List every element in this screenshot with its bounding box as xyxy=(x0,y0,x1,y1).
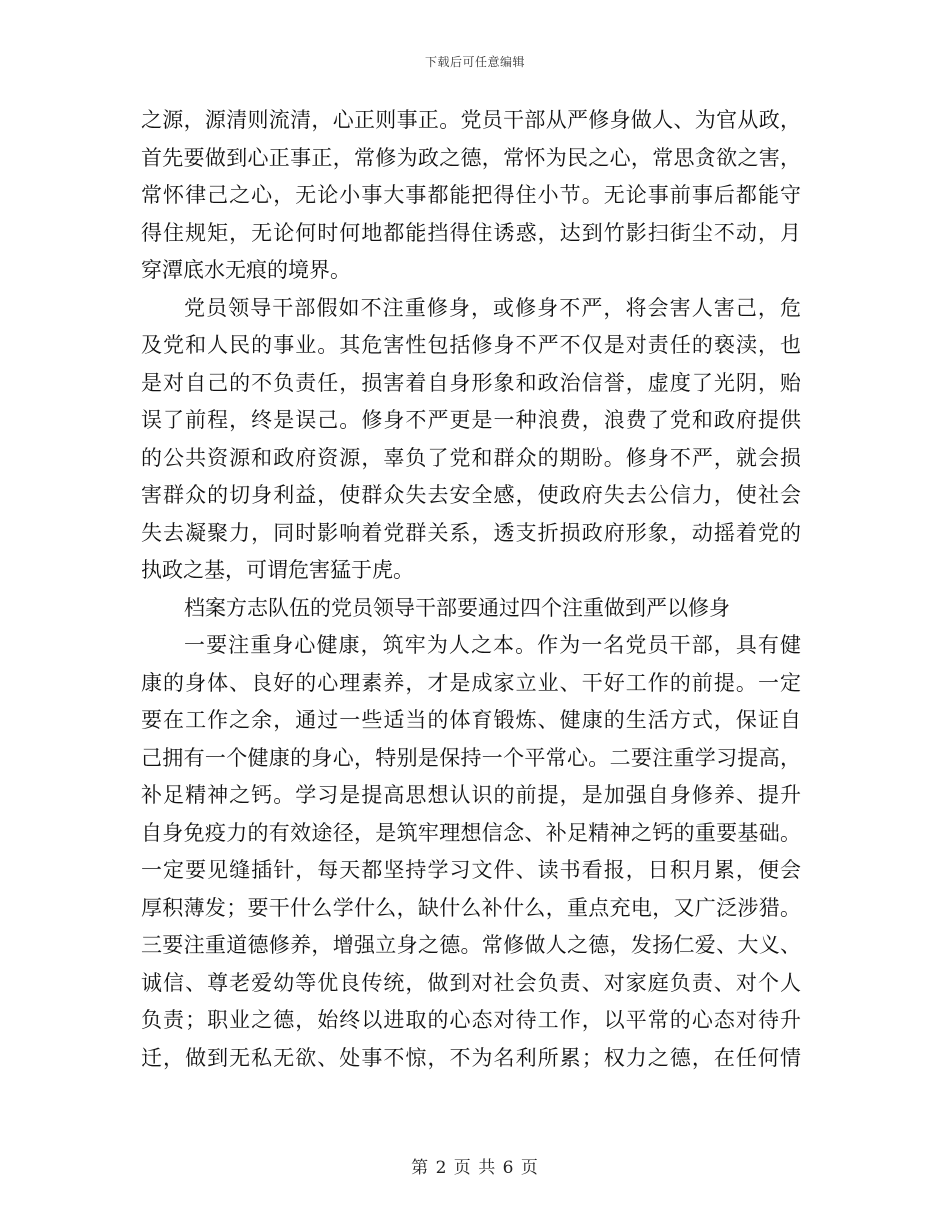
page-header: 下载后可任意编辑 xyxy=(424,55,525,69)
body-line: 穿潭底水无痕的境界。 xyxy=(141,258,351,282)
body-line: 的公共资源和政府资源，辜负了党和群众的期盼。修身不严，就会损 xyxy=(141,445,801,470)
body-line: 失去凝聚力，同时影响着党群关系，透支折损政府形象，动摇着党的 xyxy=(141,520,801,545)
body-line: 迁，做到无私无欲、处事不惊，不为名利所累；权力之德，在任何情 xyxy=(141,1045,801,1070)
body-line: 补足精神之钙。学习是提高思想认识的前提，是加强自身修养、提升 xyxy=(141,783,801,807)
body-line: 三要注重道德修养，增强立身之德。常修做人之德，发扬仁爱、大义、 xyxy=(141,933,801,957)
body-line: 之源，源清则流清，心正则事正。党员干部从严修身做人、为官从政， xyxy=(141,108,801,132)
body-line: 得住规矩，无论何时何地都能挡得住诱惑，达到竹影扫街尘不动，月 xyxy=(141,220,801,245)
body-line: 康的身体、良好的心理素养，才是成家立业、干好工作的前提。一定 xyxy=(141,670,801,695)
body-line: 要在工作之余，通过一些适当的体育锻炼、健康的生活方式，保证自 xyxy=(141,708,801,732)
body-line: 一定要见缝插针，每天都坚持学习文件、读书看报，日积月累，便会 xyxy=(141,858,801,882)
body-line: 负责；职业之德，始终以进取的心态对待工作，以平常的心态对待升 xyxy=(141,1008,801,1032)
body-line: 己拥有一个健康的身心，特别是保持一个平常心。二要注重学习提高， xyxy=(141,745,801,770)
body-line: 执政之基，可谓危害猛于虎。 xyxy=(141,558,414,582)
body-line: 党员领导干部假如不注重修身，或修身不严，将会害人害己，危 xyxy=(184,295,801,320)
section-heading: 档案方志队伍的党员领导干部要通过四个注重做到严以修身 xyxy=(184,595,730,620)
body-line: 及党和人民的事业。其危害性包括修身不严不仅是对责任的亵渎，也 xyxy=(141,333,801,357)
page-footer: 第 2 页 共 6 页 xyxy=(411,1158,539,1178)
body-line: 常怀律己之心，无论小事大事都能把得住小节。无论事前事后都能守 xyxy=(141,183,801,207)
body-line: 是对自己的不负责任，损害着自身形象和政治信誉，虚度了光阴，贻 xyxy=(141,370,801,395)
document-body xyxy=(141,102,801,1077)
body-line: 厚积薄发；要干什么学什么，缺什么补什么，重点充电，又广泛涉猎。 xyxy=(141,895,801,920)
body-line: 误了前程，终是误己。修身不严更是一种浪费，浪费了党和政府提供 xyxy=(141,408,801,432)
body-line: 诚信、尊老爱幼等优良传统，做到对社会负责、对家庭负责、对个人 xyxy=(141,970,801,995)
body-line: 首先要做到心正事正，常修为政之德，常怀为民之心，常思贪欲之害， xyxy=(141,145,801,170)
body-line: 一要注重身心健康，筑牢为人之本。作为一名党员干部，具有健 xyxy=(184,633,801,657)
body-line: 自身免疫力的有效途径，是筑牢理想信念、补足精神之钙的重要基础。 xyxy=(141,820,801,845)
body-line: 害群众的切身利益，使群众失去安全感，使政府失去公信力，使社会 xyxy=(141,483,801,507)
